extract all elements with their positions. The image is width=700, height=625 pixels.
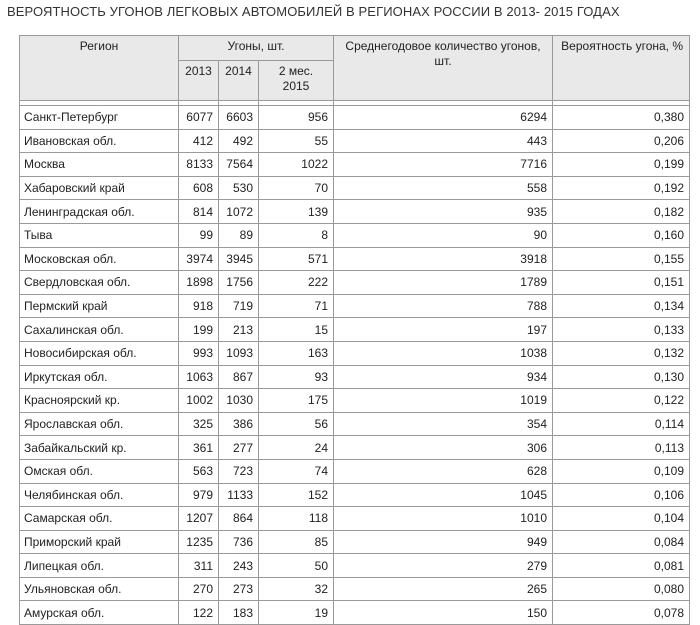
probability-cell: 0,199 [553,153,690,177]
header-thefts: Угоны, шт. [179,36,334,61]
avg-thefts-cell: 6294 [334,106,553,130]
value-2013-cell: 270 [179,577,219,601]
value-2014-cell: 7564 [219,153,259,177]
value-2013-cell: 563 [179,459,219,483]
region-cell: Хабаровский край [20,176,179,200]
table-row [20,294,690,318]
value-2-months-2015-cell: 175 [259,389,334,413]
value-2-months-2015-cell: 32 [259,577,334,601]
table-row [20,554,690,578]
value-2014-cell: 530 [219,176,259,200]
avg-thefts-cell: 90 [334,223,553,247]
avg-thefts-cell: 1038 [334,341,553,365]
value-2014-cell: 719 [219,294,259,318]
value-2014-cell: 1072 [219,200,259,224]
probability-cell: 0,182 [553,200,690,224]
value-2-months-2015-cell: 19 [259,601,334,625]
table-header [20,36,690,101]
table-row [20,271,690,295]
avg-thefts-cell: 1789 [334,271,553,295]
value-2014-cell: 1093 [219,341,259,365]
value-2014-cell: 1133 [219,483,259,507]
value-2014-cell: 492 [219,129,259,153]
value-2-months-2015-cell: 85 [259,530,334,554]
value-2014-cell: 867 [219,365,259,389]
region-cell: Московская обл. [20,247,179,271]
value-2013-cell: 1207 [179,507,219,531]
header-2014: 2014 [219,61,259,101]
value-2014-cell: 1030 [219,389,259,413]
probability-cell: 0,206 [553,129,690,153]
probability-cell: 0,151 [553,271,690,295]
value-2014-cell: 273 [219,577,259,601]
region-cell: Самарская обл. [20,507,179,531]
value-2-months-2015-cell: 222 [259,271,334,295]
value-2013-cell: 412 [179,129,219,153]
table-row [20,436,690,460]
value-2014-cell: 1756 [219,271,259,295]
value-2-months-2015-cell: 163 [259,341,334,365]
region-cell: Пермский край [20,294,179,318]
probability-cell: 0,132 [553,341,690,365]
value-2014-cell: 386 [219,412,259,436]
value-2-months-2015-cell: 50 [259,554,334,578]
header-2013: 2013 [179,61,219,101]
value-2-months-2015-cell: 24 [259,436,334,460]
value-2013-cell: 1898 [179,271,219,295]
value-2-months-2015-cell: 56 [259,412,334,436]
avg-thefts-cell: 935 [334,200,553,224]
region-cell: Тыва [20,223,179,247]
value-2013-cell: 6077 [179,106,219,130]
region-cell: Ульяновская обл. [20,577,179,601]
value-2-months-2015-cell: 71 [259,294,334,318]
header-region: Регион [20,36,179,101]
value-2013-cell: 1002 [179,389,219,413]
table-row [20,176,690,200]
value-2014-cell: 277 [219,436,259,460]
avg-thefts-cell: 443 [334,129,553,153]
avg-thefts-cell: 1019 [334,389,553,413]
avg-thefts-cell: 1045 [334,483,553,507]
probability-cell: 0,078 [553,601,690,625]
avg-thefts-cell: 3918 [334,247,553,271]
probability-cell: 0,155 [553,247,690,271]
probability-cell: 0,106 [553,483,690,507]
region-cell: Амурская обл. [20,601,179,625]
probability-cell: 0,133 [553,318,690,342]
value-2014-cell: 243 [219,554,259,578]
table-row [20,530,690,554]
avg-thefts-cell: 788 [334,294,553,318]
table-row [20,318,690,342]
probability-cell: 0,134 [553,294,690,318]
avg-thefts-cell: 279 [334,554,553,578]
value-2013-cell: 8133 [179,153,219,177]
avg-thefts-cell: 934 [334,365,553,389]
probability-cell: 0,080 [553,577,690,601]
value-2013-cell: 1063 [179,365,219,389]
value-2-months-2015-cell: 1022 [259,153,334,177]
value-2-months-2015-cell: 956 [259,106,334,130]
value-2-months-2015-cell: 118 [259,507,334,531]
value-2-months-2015-cell: 571 [259,247,334,271]
region-cell: Челябинская обл. [20,483,179,507]
table-row [20,129,690,153]
value-2013-cell: 311 [179,554,219,578]
value-2013-cell: 99 [179,223,219,247]
probability-cell: 0,114 [553,412,690,436]
region-cell: Санкт-Петербург [20,106,179,130]
region-cell: Свердловская обл. [20,271,179,295]
avg-thefts-cell: 628 [334,459,553,483]
table-row [20,577,690,601]
table-row [20,507,690,531]
probability-cell: 0,160 [553,223,690,247]
table-row [20,247,690,271]
probability-cell: 0,104 [553,507,690,531]
page-title: ВЕРОЯТНОСТЬ УГОНОВ ЛЕГКОВЫХ АВТОМОБИЛЕЙ В РЕГИОНАХ РОССИИ В 2013- 2015 ГОДАХ [7,4,620,19]
table-body [20,101,690,625]
region-cell: Ивановская обл. [20,129,179,153]
region-cell: Ленинградская обл. [20,200,179,224]
value-2014-cell: 213 [219,318,259,342]
value-2-months-2015-cell: 139 [259,200,334,224]
table-row [20,341,690,365]
value-2013-cell: 993 [179,341,219,365]
probability-cell: 0,109 [553,459,690,483]
region-cell: Приморский край [20,530,179,554]
table-row [20,412,690,436]
avg-thefts-cell: 197 [334,318,553,342]
region-cell: Москва [20,153,179,177]
region-cell: Ярославская обл. [20,412,179,436]
value-2-months-2015-cell: 152 [259,483,334,507]
region-cell: Забайкальский кр. [20,436,179,460]
value-2-months-2015-cell: 70 [259,176,334,200]
region-cell: Омская обл. [20,459,179,483]
value-2014-cell: 89 [219,223,259,247]
value-2-months-2015-cell: 93 [259,365,334,389]
value-2-months-2015-cell: 55 [259,129,334,153]
region-cell: Липецкая обл. [20,554,179,578]
table-row [20,601,690,625]
avg-thefts-cell: 150 [334,601,553,625]
region-cell: Иркутская обл. [20,365,179,389]
value-2014-cell: 864 [219,507,259,531]
probability-cell: 0,192 [553,176,690,200]
value-2013-cell: 918 [179,294,219,318]
probability-cell: 0,122 [553,389,690,413]
table-row [20,200,690,224]
value-2013-cell: 608 [179,176,219,200]
value-2013-cell: 3974 [179,247,219,271]
table-row [20,483,690,507]
probability-cell: 0,113 [553,436,690,460]
avg-thefts-cell: 949 [334,530,553,554]
value-2013-cell: 361 [179,436,219,460]
value-2013-cell: 122 [179,601,219,625]
value-2013-cell: 1235 [179,530,219,554]
table-row [20,223,690,247]
probability-cell: 0,380 [553,106,690,130]
value-2-months-2015-cell: 74 [259,459,334,483]
value-2013-cell: 325 [179,412,219,436]
region-cell: Сахалинская обл. [20,318,179,342]
value-2014-cell: 183 [219,601,259,625]
avg-thefts-cell: 265 [334,577,553,601]
avg-thefts-cell: 7716 [334,153,553,177]
probability-cell: 0,081 [553,554,690,578]
theft-probability-table [19,35,690,625]
table-row [20,106,690,130]
value-2014-cell: 3945 [219,247,259,271]
probability-cell: 0,084 [553,530,690,554]
value-2-months-2015-cell: 15 [259,318,334,342]
header-probability: Вероятность угона, % [553,36,690,101]
value-2013-cell: 814 [179,200,219,224]
region-cell: Новосибирская обл. [20,341,179,365]
region-cell: Красноярский кр. [20,389,179,413]
avg-thefts-cell: 1010 [334,507,553,531]
table-row [20,153,690,177]
header-2-months-2015: 2 мес. 2015 [259,61,334,101]
table-row [20,459,690,483]
avg-thefts-cell: 306 [334,436,553,460]
value-2014-cell: 6603 [219,106,259,130]
value-2013-cell: 979 [179,483,219,507]
probability-cell: 0,130 [553,365,690,389]
header-avg-thefts: Среднегодовое количество угонов, шт. [334,36,553,101]
value-2-months-2015-cell: 8 [259,223,334,247]
table-row [20,389,690,413]
value-2014-cell: 723 [219,459,259,483]
avg-thefts-cell: 558 [334,176,553,200]
value-2013-cell: 199 [179,318,219,342]
value-2014-cell: 736 [219,530,259,554]
table-row [20,365,690,389]
avg-thefts-cell: 354 [334,412,553,436]
